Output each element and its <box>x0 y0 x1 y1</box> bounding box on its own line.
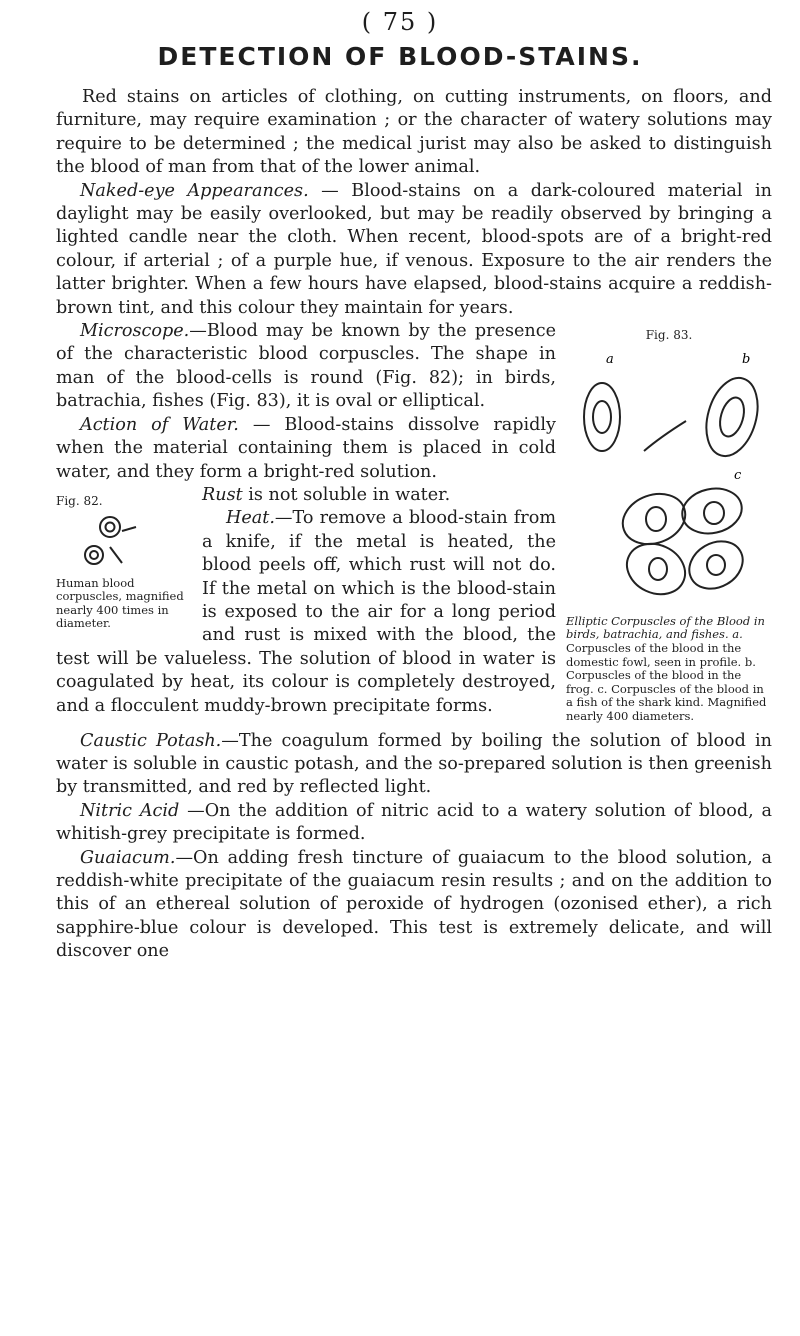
fig83-caption-text: Corpuscles of the blood in the domestic fowl, seen in profile. b. Corpuscles of the blood in the frog. c. Corpuscles of the blood in a fish of the shark kind. Magnified nearly 400 diameters. <box>566 641 767 724</box>
fig82-label: Fig. 82. <box>56 493 103 508</box>
guaiacum-paragraph <box>56 847 772 964</box>
naked-eye-paragraph <box>56 180 772 320</box>
human-corpuscle-profile <box>110 527 136 563</box>
elliptic-corpuscles-illustration <box>566 347 772 607</box>
rust-text: is not soluble in water. <box>242 484 451 505</box>
fig83-caption <box>566 615 772 724</box>
caustic-potash-text: —The coagulum formed by boiling the solution of blood in water is soluble in caustic potash, and the so-prepared solution is then greenish by transmitted, and red by reflected light. <box>56 730 772 798</box>
fig83-letter-a: a <box>606 352 614 368</box>
human-corpuscle-round <box>85 546 103 564</box>
nitric-acid-heading: Nitric Acid <box>80 800 180 821</box>
fig83-label: Fig. 83. <box>645 328 693 343</box>
fowl-corpuscle-oval <box>584 383 620 451</box>
microscope-text: —Blood may be known by the presence of the characteristic blood corpuscles. The shape in man of the blood-cells is round (Fig. 82); in birds, batrachia, fishes (Fig. 83), it is oval or elliptical. <box>56 321 556 412</box>
nitric-acid-paragraph <box>56 800 772 847</box>
fish-corpuscles <box>616 484 752 604</box>
fig83-caption-a-key: a. <box>728 627 743 642</box>
guaiacum-heading: Guaiacum. <box>80 847 176 868</box>
microscope-heading: Microscope. <box>80 321 190 342</box>
heat-text: —To remove a blood-stain from a knife, if the metal is heated, the blood peels off, which rust will not do. If the metal on which is the blood-stain is exposed to the air for a long period and rust is mixed with the blood, the test will be valueless. The solution of blood in water is coagulated by heat, its colour is completely destroyed, and a flocculent muddy-brown precipitate forms. <box>56 508 556 716</box>
caustic-potash-paragraph <box>56 730 772 800</box>
water-text: — Blood-stains dissolve rapidly when the material containing them is placed in cold water, and they form a bright-red solution. <box>56 414 556 482</box>
human-corpuscle-round <box>100 517 120 537</box>
human-corpuscles-illustration <box>56 513 190 569</box>
fig83-letter-c: c <box>734 468 742 484</box>
fowl-corpuscle-profile <box>644 421 686 451</box>
page-title: DETECTION OF BLOOD-STAINS. <box>157 42 643 71</box>
fig82-caption: Human blood corpuscles, magnified nearly 400 times in diameter. <box>56 575 184 630</box>
fig82-figure <box>56 490 190 630</box>
fig83-letter-b: b <box>742 352 751 368</box>
rust-heading: Rust <box>202 484 243 505</box>
nitric-acid-text: —On the addition of nitric acid to a watery solution of blood, a whitish-grey precipitate is formed. <box>56 800 772 845</box>
heat-heading: Heat. <box>226 508 275 529</box>
fig83-caption-title: Elliptic Corpuscles of the Blood in birds, batrachia, and fishes. <box>566 613 765 642</box>
naked-eye-text: — Blood-stains on a dark-coloured material in daylight may be easily overlooked, but may be readily observed by bringing a lighted candle near the cloth. When recent, blood-spots are of a bright-red colour, if arterial ; of a purple hue, if venous. Exposure to the air renders the latter brighter. When a few hours have elapsed, blood-stains acquire a reddish-brown tint, and this colour they maintain for years. <box>56 180 772 318</box>
water-heading: Action of Water. <box>80 414 239 435</box>
guaiacum-text: —On adding fresh tincture of guaiacum to the blood solution, a reddish-white precipitate of the guaiacum resin results ; and on the addition to this of an ethereal solution of peroxide of hydrogen (ozonised ether), a rich sapphire-blue colour is developed. This test is extremely delicate, and will discover one <box>56 847 772 962</box>
body-text <box>56 86 772 964</box>
intro-paragraph: Red stains on articles of clothing, on cutting instruments, on floors, and furniture, may require examination ; or the character of watery solutions may require to be determined ; the medical jurist may also be asked to distinguish the blood of man from that of the lower animal. <box>56 87 772 178</box>
naked-eye-heading: Naked-eye Appearances. <box>80 180 309 201</box>
frog-corpuscle <box>698 372 766 462</box>
page-number: ( 75 ) <box>361 8 439 36</box>
caustic-potash-heading: Caustic Potash. <box>80 730 222 751</box>
fig83-figure <box>566 324 772 724</box>
